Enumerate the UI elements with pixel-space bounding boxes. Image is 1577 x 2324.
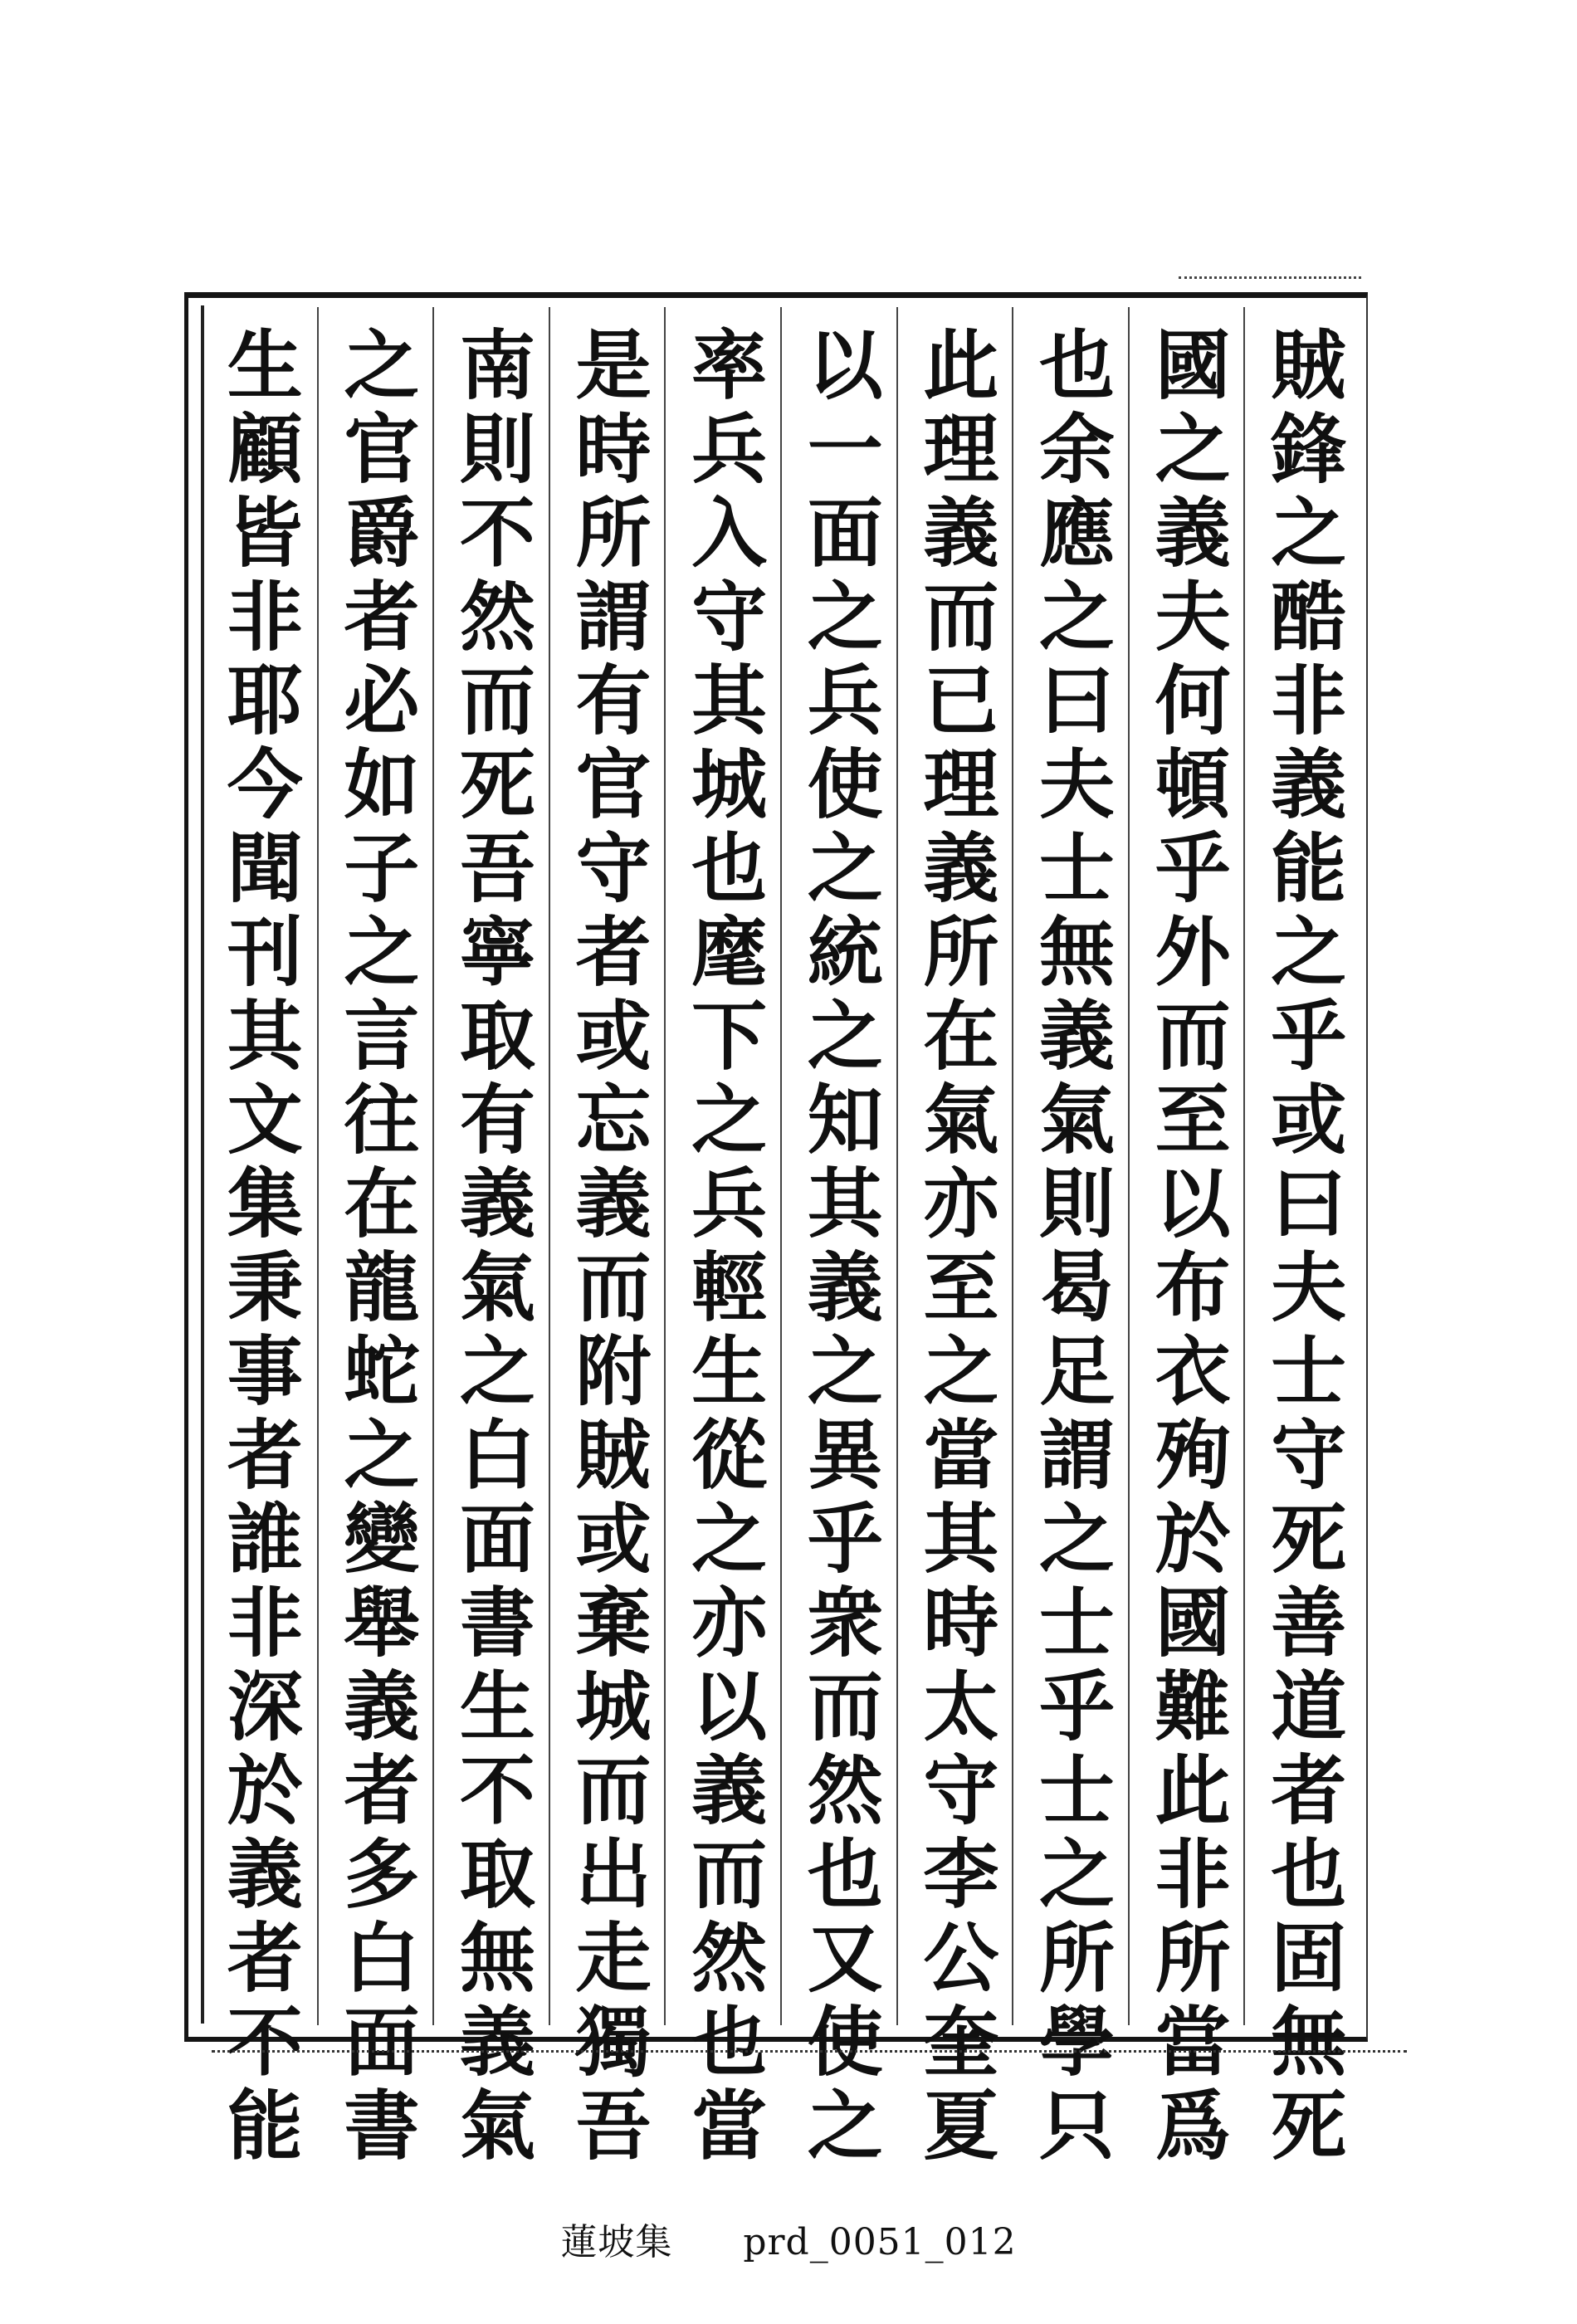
column-text: 是時所謂有官守者或忘義而附賊或棄城而出走獨吾 bbox=[563, 325, 652, 2170]
text-column bbox=[201, 307, 316, 2170]
column-text: 生顧皆非耶今聞刊其文集秉事者誰非深於義者不能 bbox=[214, 325, 303, 2170]
page-identifier: prd_0051_012 bbox=[743, 2221, 1017, 2263]
column-text: 率兵入守其城也麾下之兵輕生從之亦以義而然也當 bbox=[679, 325, 768, 2170]
text-column bbox=[1243, 307, 1360, 2170]
column-text: 國之義夫何頓乎外而至以布衣殉於國難此非所當爲 bbox=[1142, 325, 1231, 2170]
text-column bbox=[549, 307, 665, 2170]
column-text: 以一面之兵使之統之知其義之異乎衆而然也又使之 bbox=[794, 325, 883, 2170]
column-text: 賊鋒之酷非義能之乎或曰夫士守死善道者也固無死 bbox=[1258, 325, 1347, 2170]
collection-title: 蓮坡集 bbox=[560, 2221, 673, 2263]
text-column bbox=[1012, 307, 1128, 2170]
text-column bbox=[432, 307, 549, 2170]
top-rule-noise bbox=[1179, 276, 1361, 281]
bottom-rule-noise bbox=[212, 2050, 1407, 2055]
column-text: 此理義而已理義所在氣亦至之當其時太守李公奎夏 bbox=[911, 325, 999, 2170]
column-text: 也余應之曰夫士無義氣則曷足謂之士乎士之所學只 bbox=[1026, 325, 1115, 2170]
text-column bbox=[896, 307, 1013, 2170]
text-column bbox=[780, 307, 896, 2170]
column-text: 南則不然而死吾寧取有義氣之白面書生不取無義氣 bbox=[447, 325, 535, 2170]
column-text: 之官爵者必如子之言往在龍蛇之變舉義者多白面書 bbox=[331, 325, 420, 2170]
page-footer bbox=[0, 2212, 1577, 2265]
text-column bbox=[1128, 307, 1244, 2170]
text-columns bbox=[201, 307, 1360, 2170]
text-column bbox=[664, 307, 780, 2170]
text-column bbox=[317, 307, 433, 2170]
